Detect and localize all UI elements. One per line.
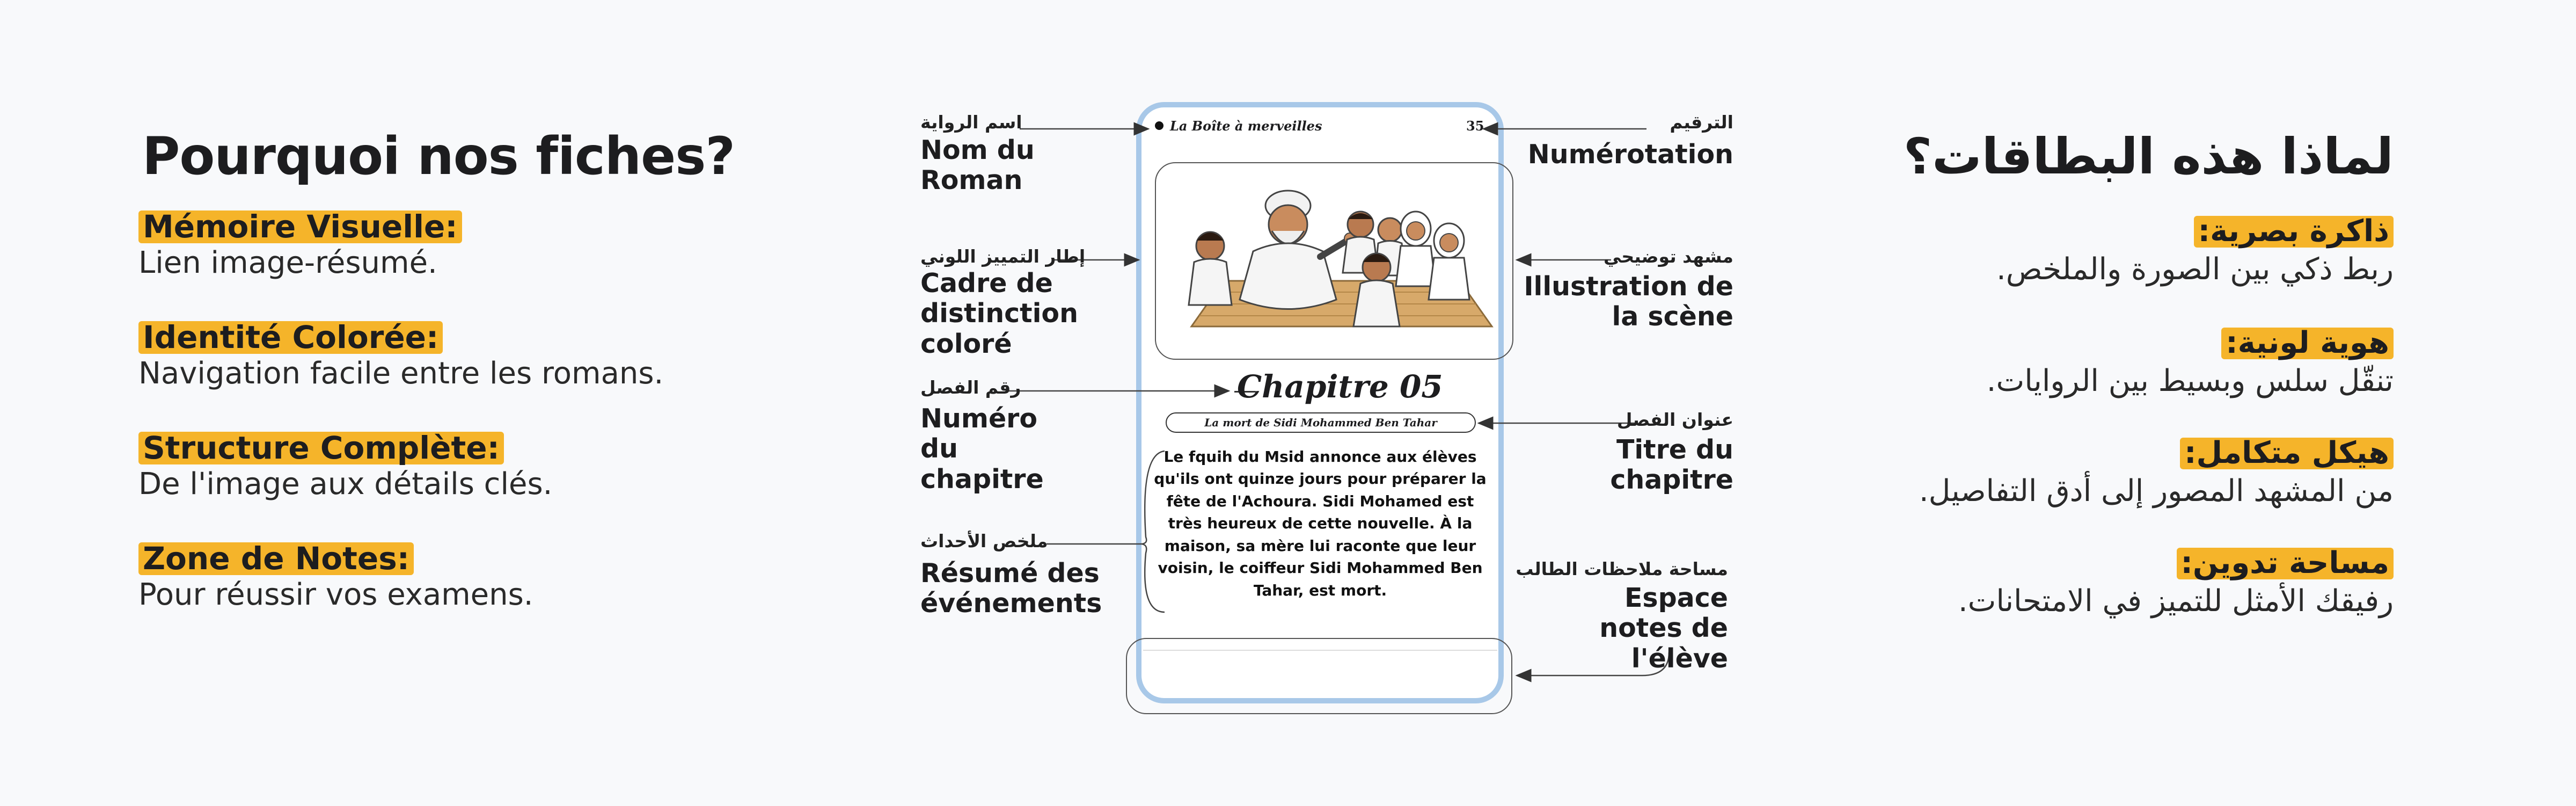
annotation-color-frame-fr: Cadre de distinction coloré bbox=[920, 268, 1078, 359]
annotation-numbering-ar: الترقيم bbox=[1670, 112, 1733, 133]
annotation-illustration-fr: Illustration de la scène bbox=[1524, 271, 1733, 332]
feature-description: رفيقك الأمثل للتميز في الامتحانات. bbox=[1958, 583, 2394, 619]
feature-description: تنقّل سلس وبسيط بين الروايات. bbox=[1986, 363, 2394, 398]
annotation-numbering-fr: Numérotation bbox=[1527, 139, 1733, 170]
feature-description: Navigation facile entre les romans. bbox=[138, 355, 664, 391]
annotation-illustration-ar: مشهد توضيحي bbox=[1604, 246, 1733, 267]
feature-description: ربط ذكي بين الصورة والملخص. bbox=[1996, 251, 2394, 287]
feature-label: هيكل متكامل: bbox=[2180, 438, 2394, 469]
feature-label: Zone de Notes: bbox=[138, 542, 414, 575]
summary-line: très heureux de cette nouvelle. À la bbox=[1168, 514, 1473, 533]
annotation-summary-ar: ملخص الأحداث bbox=[920, 531, 1048, 551]
feature-label: ذاكرة بصرية: bbox=[2194, 216, 2394, 248]
summary-line: voisin, le coiffeur Sidi Mohammed Ben bbox=[1158, 559, 1483, 577]
annotation-notes-fr: Espace notes de l'élève bbox=[1599, 583, 1728, 674]
feature-description: من المشهد المصور إلى أدق التفاصيل. bbox=[1919, 473, 2394, 509]
annotation-notes-ar: مساحة ملاحظات الطالب bbox=[1516, 558, 1728, 579]
left-panel-title: Pourquoi nos fiches? bbox=[142, 126, 735, 186]
feature-label: Mémoire Visuelle: bbox=[138, 210, 462, 243]
annotation-novel-name-ar: اسم الرواية bbox=[920, 112, 1022, 133]
summary-line: qu'ils ont quinze jours pour préparer la bbox=[1154, 470, 1487, 488]
annotation-chapter-number-ar: رقم الفصل bbox=[920, 377, 1021, 398]
feature-description: Pour réussir vos examens. bbox=[138, 577, 533, 612]
annotation-chapter-number-fr: Numéro du chapitre bbox=[920, 403, 1044, 495]
right-panel-title: لماذا هذه البطاقات؟ bbox=[1903, 128, 2394, 185]
summary-line: Le fquih du Msid annonce aux élèves bbox=[1163, 448, 1477, 466]
annotation-novel-name-fr: Nom du Roman bbox=[920, 135, 1035, 196]
annotation-summary-fr: Résumé des événements bbox=[920, 558, 1102, 619]
summary-line: Tahar, est mort. bbox=[1253, 581, 1387, 599]
feature-description: Lien image-résumé. bbox=[138, 245, 437, 280]
feature-label: هوية لونية: bbox=[2221, 328, 2394, 359]
feature-label: Structure Complète: bbox=[138, 432, 504, 464]
card-chapter-number: Chapitre 05 bbox=[1237, 368, 1443, 405]
feature-label: Identité Colorée: bbox=[138, 321, 443, 354]
card-chapter-title: La mort de Sidi Mohammed Ben Tahar bbox=[1166, 412, 1476, 433]
annotation-color-frame-ar: إطار التمييز اللوني bbox=[920, 246, 1086, 267]
feature-description: De l'image aux détails clés. bbox=[138, 466, 553, 502]
summary-line: maison, sa mère lui raconte que leur bbox=[1164, 536, 1476, 555]
feature-label: مساحة تدوين: bbox=[2177, 548, 2394, 579]
card-page-number: 35 bbox=[1466, 118, 1484, 134]
annotation-chapter-title-fr: Titre du chapitre bbox=[1610, 434, 1733, 496]
card-book-title: La Boîte à merveilles bbox=[1170, 118, 1322, 134]
summary-line: fête de l'Achoura. Sidi Mohamed est bbox=[1166, 492, 1474, 510]
annotation-chapter-title-ar: عنوان الفصل bbox=[1616, 409, 1733, 430]
